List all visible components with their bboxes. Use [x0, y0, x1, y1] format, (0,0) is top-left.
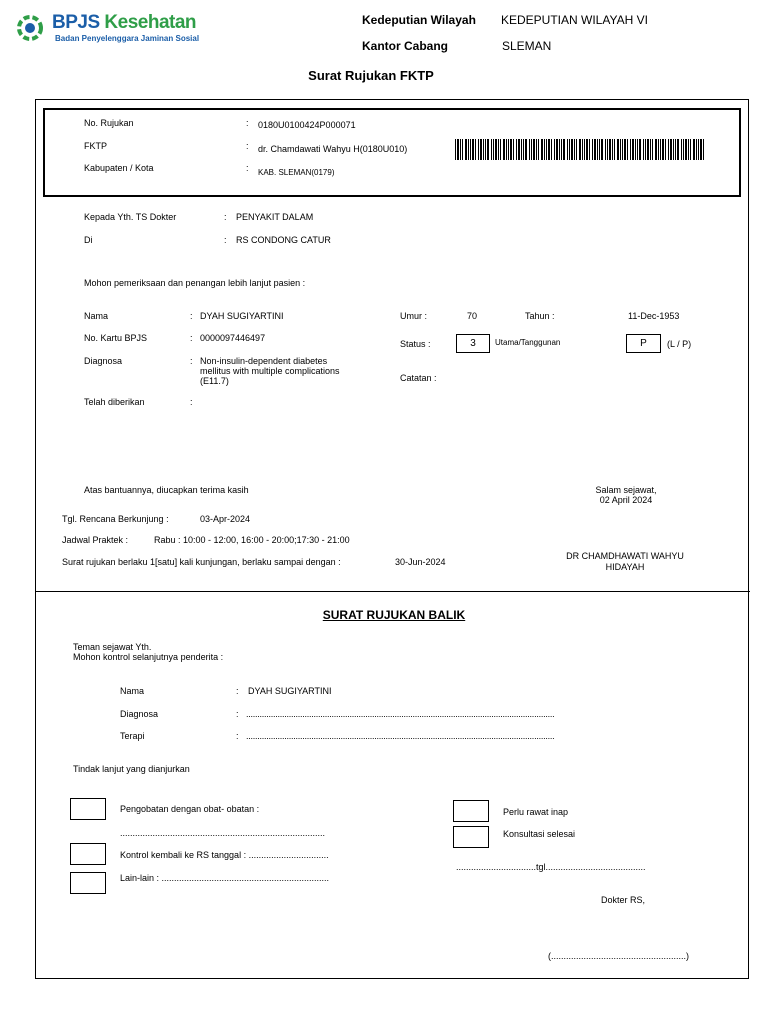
- barcode-bar: [544, 139, 545, 160]
- barcode-bar: [493, 139, 494, 160]
- barcode-bar: [472, 139, 474, 160]
- checkbox-konsultasi[interactable]: [453, 826, 489, 848]
- balik-terapi-label: Terapi: [120, 731, 145, 741]
- barcode-bar: [457, 139, 459, 160]
- status-text: Utama/Tanggunan: [495, 338, 561, 347]
- barcode-bar: [685, 139, 687, 160]
- barcode-bar: [696, 139, 697, 160]
- opt-obat-dots: ..................................................................................: [120, 828, 326, 838]
- kepada-label: Kepada Yth. TS Dokter: [84, 212, 177, 222]
- checkbox-obat[interactable]: [70, 798, 106, 820]
- jadwal-label: Jadwal Praktek :: [62, 535, 129, 545]
- barcode-bar: [703, 139, 704, 160]
- balik-diagnosa-dots: .........................................................................................................................................: [246, 709, 555, 719]
- barcode-bar: [622, 139, 623, 160]
- jadwal-value: Rabu : 10:00 - 12:00, 16:00 - 20:00;17:30 - 21:00: [154, 535, 350, 545]
- barcode-bar: [475, 139, 476, 160]
- tahun-label: Tahun :: [525, 311, 555, 321]
- barcode-bar: [498, 139, 499, 160]
- barcode-bar: [510, 139, 512, 160]
- barcode-bar: [551, 139, 552, 160]
- di-label: Di: [84, 235, 93, 245]
- barcode-bar: [592, 139, 593, 160]
- barcode-bar: [462, 139, 463, 160]
- barcode-bar: [670, 139, 672, 160]
- tahun-value: 11-Dec-1953: [628, 311, 680, 321]
- barcode-bar: [556, 139, 558, 160]
- barcode-bar: [516, 139, 517, 160]
- barcode-image: [455, 139, 705, 160]
- barcode-bar: [617, 139, 619, 160]
- barcode-bar: [614, 139, 615, 160]
- diagnosa-value: Non-insulin-dependent diabetes mellitus with multiple complications (E11.7): [200, 356, 340, 386]
- dokter-rs-label: Dokter RS,: [601, 895, 646, 905]
- colon: :: [236, 709, 239, 719]
- barcode-bar: [601, 139, 603, 160]
- barcode-bar: [503, 139, 505, 160]
- barcode-bar: [639, 139, 641, 160]
- colon: :: [190, 397, 193, 407]
- kartu-value: 0000097446497: [200, 333, 266, 343]
- checkbox-rawat-inap[interactable]: [453, 800, 489, 822]
- barcode-bar: [561, 139, 562, 160]
- barcode-bar: [529, 139, 530, 160]
- barcode-bar: [700, 139, 702, 160]
- balik-diagnosa-label: Diagnosa: [120, 709, 159, 719]
- barcode-bar: [647, 139, 649, 160]
- barcode-bar: [571, 139, 573, 160]
- barcode-bar: [460, 139, 461, 160]
- fktp-value: dr. Chamdawati Wahyu H(0180U010): [258, 144, 408, 154]
- barcode-bar: [632, 139, 634, 160]
- page-title: Surat Rujukan FKTP: [308, 68, 434, 83]
- colon: :: [236, 686, 239, 696]
- diagnosa-label: Diagnosa: [84, 356, 123, 366]
- barcode-bar: [455, 139, 456, 160]
- kartu-label: No. Kartu BPJS: [84, 333, 148, 343]
- barcode-bar: [586, 139, 588, 160]
- berlaku-text: Surat rujukan berlaku 1[satu] kali kunjungan, berlaku sampai dengan :: [62, 557, 341, 567]
- barcode-bar: [677, 139, 679, 160]
- document-frame: [35, 99, 749, 979]
- status-box: 3: [456, 334, 490, 353]
- section-divider: [36, 591, 750, 592]
- barcode-bar: [546, 139, 547, 160]
- checkbox-lain[interactable]: [70, 872, 106, 894]
- opt-lain-label: Lain-lain : ...................................................................: [120, 873, 330, 883]
- wilayah-value: KEDEPUTIAN WILAYAH VI: [501, 13, 648, 27]
- barcode-bar: [531, 139, 532, 160]
- signature-line: (......................................................): [548, 951, 690, 961]
- colon: :: [190, 356, 193, 366]
- gender-box: P: [626, 334, 661, 353]
- barcode-bar: [652, 139, 653, 160]
- barcode-bar: [683, 139, 684, 160]
- colon: :: [190, 333, 193, 343]
- barcode-bar: [523, 139, 524, 160]
- barcode-bar: [688, 139, 689, 160]
- balik-nama-label: Nama: [120, 686, 145, 696]
- barcode-bar: [465, 139, 467, 160]
- barcode-bar: [609, 139, 611, 160]
- barcode-bar: [594, 139, 596, 160]
- barcode-bar: [582, 139, 583, 160]
- barcode-bar: [513, 139, 514, 160]
- no-rujukan-label: No. Rujukan: [84, 118, 134, 128]
- tindak-label: Tindak lanjut yang dianjurkan: [73, 764, 190, 774]
- barcode-bar: [630, 139, 631, 160]
- barcode-bar: [559, 139, 560, 160]
- barcode-bar: [576, 139, 577, 160]
- barcode-bar: [597, 139, 598, 160]
- nama-value: DYAH SUGIYARTINI: [200, 311, 284, 321]
- opt-rawat-label: Perlu rawat inap: [503, 807, 569, 817]
- barcode-bar: [554, 139, 555, 160]
- barcode-bar: [574, 139, 575, 160]
- tgl-line: ................................tgl........................................: [456, 862, 646, 872]
- opt-obat-label: Pengobatan dengan obat- obatan :: [120, 804, 260, 814]
- salam-block: Salam sejawat, 02 April 2024: [595, 485, 657, 505]
- barcode-bar: [645, 139, 646, 160]
- barcode-bar: [521, 139, 522, 160]
- barcode-bar: [673, 139, 674, 160]
- barcode-bar: [599, 139, 600, 160]
- barcode-bar: [567, 139, 568, 160]
- colon: :: [224, 212, 227, 222]
- barcode-bar: [612, 139, 613, 160]
- colon: :: [246, 141, 249, 151]
- umur-value: 70: [467, 311, 478, 321]
- barcode-bar: [491, 139, 492, 160]
- barcode-bar: [668, 139, 669, 160]
- barcode-bar: [605, 139, 606, 160]
- barcode-bar: [485, 139, 486, 160]
- barcode-bar: [480, 139, 482, 160]
- doctor-signature: DR CHAMDHAWATI WAHYU HIDAYAH: [566, 551, 684, 572]
- barcode-bar: [541, 139, 543, 160]
- barcode-bar: [483, 139, 484, 160]
- opt-kontrol-label: Kontrol kembali ke RS tanggal : ................................: [120, 850, 329, 860]
- opt-konsul-label: Konsultasi selesai: [503, 829, 576, 839]
- rencana-label: Tgl. Rencana Berkunjung :: [62, 514, 169, 524]
- barcode-bar: [533, 139, 535, 160]
- status-label: Status :: [400, 339, 431, 349]
- nama-label: Nama: [84, 311, 109, 321]
- barcode-bar: [675, 139, 676, 160]
- barcode-bar: [495, 139, 497, 160]
- barcode-bar: [518, 139, 520, 160]
- kabupaten-value: KAB. SLEMAN(0179): [258, 168, 335, 177]
- thanks-text: Atas bantuannya, diucapkan terima kasih: [84, 485, 249, 495]
- berlaku-value: 30-Jun-2024: [395, 557, 446, 567]
- barcode-bar: [698, 139, 699, 160]
- barcode-bar: [627, 139, 628, 160]
- barcode-bar: [536, 139, 537, 160]
- rencana-value: 03-Apr-2024: [200, 514, 251, 524]
- barcode-bar: [500, 139, 501, 160]
- cabang-label: Kantor Cabang: [362, 39, 449, 53]
- barcode-bar: [563, 139, 565, 160]
- barcode-bar: [635, 139, 636, 160]
- wilayah-label: Kedeputian Wilayah: [362, 13, 476, 27]
- no-rujukan-value: 0180U0100424P000071: [258, 120, 356, 130]
- barcode-bar: [579, 139, 581, 160]
- gender-text: (L / P): [667, 339, 692, 349]
- balik-terapi-dots: .........................................................................................................................................: [246, 731, 555, 741]
- barcode-bar: [620, 139, 621, 160]
- barcode-bar: [584, 139, 585, 160]
- balik-greeting: Teman sejawat Yth. Mohon kontrol selanjutnya penderita :: [73, 642, 224, 662]
- barcode-bar: [655, 139, 657, 160]
- barcode-bar: [624, 139, 626, 160]
- barcode-bar: [468, 139, 469, 160]
- barcode-bar: [658, 139, 659, 160]
- barcode-bar: [478, 139, 479, 160]
- barcode-bar: [487, 139, 489, 160]
- balik-title: SURAT RUJUKAN BALIK: [322, 608, 466, 622]
- logo-tagline: Badan Penyelenggara Jaminan Sosial: [55, 34, 200, 43]
- colon: :: [246, 163, 249, 173]
- barcode-bar: [470, 139, 471, 160]
- barcode-bar: [637, 139, 638, 160]
- diberikan-label: Telah diberikan: [84, 397, 145, 407]
- barcode-bar: [643, 139, 644, 160]
- barcode-bar: [681, 139, 682, 160]
- umur-label: Umur :: [400, 311, 427, 321]
- catatan-label: Catatan :: [400, 373, 437, 383]
- barcode-bar: [569, 139, 570, 160]
- logo-wordmark: BPJS Kesehatan: [52, 12, 197, 33]
- barcode-bar: [665, 139, 666, 160]
- bpjs-logo-icon: [16, 14, 44, 42]
- barcode-bar: [538, 139, 539, 160]
- kabupaten-label: Kabupaten / Kota: [84, 163, 154, 173]
- colon: :: [190, 311, 193, 321]
- barcode-bar: [506, 139, 507, 160]
- barcode-bar: [548, 139, 550, 160]
- barcode-bar: [508, 139, 509, 160]
- balik-nama-value: DYAH SUGIYARTINI: [248, 686, 332, 696]
- barcode-bar: [660, 139, 661, 160]
- barcode-bar: [693, 139, 695, 160]
- colon: :: [224, 235, 227, 245]
- colon: :: [236, 731, 239, 741]
- kepada-value: PENYAKIT DALAM: [236, 212, 314, 222]
- barcode-bar: [589, 139, 590, 160]
- barcode-bar: [525, 139, 527, 160]
- request-text: Mohon pemeriksaan dan penangan lebih lanjut pasien :: [84, 278, 306, 288]
- cabang-value: SLEMAN: [502, 39, 552, 53]
- barcode-bar: [607, 139, 608, 160]
- barcode-bar: [690, 139, 691, 160]
- di-value: RS CONDONG CATUR: [236, 235, 331, 245]
- fktp-label: FKTP: [84, 141, 108, 151]
- colon: :: [246, 118, 249, 128]
- checkbox-kontrol[interactable]: [70, 843, 106, 865]
- barcode-bar: [662, 139, 664, 160]
- barcode-bar: [650, 139, 651, 160]
